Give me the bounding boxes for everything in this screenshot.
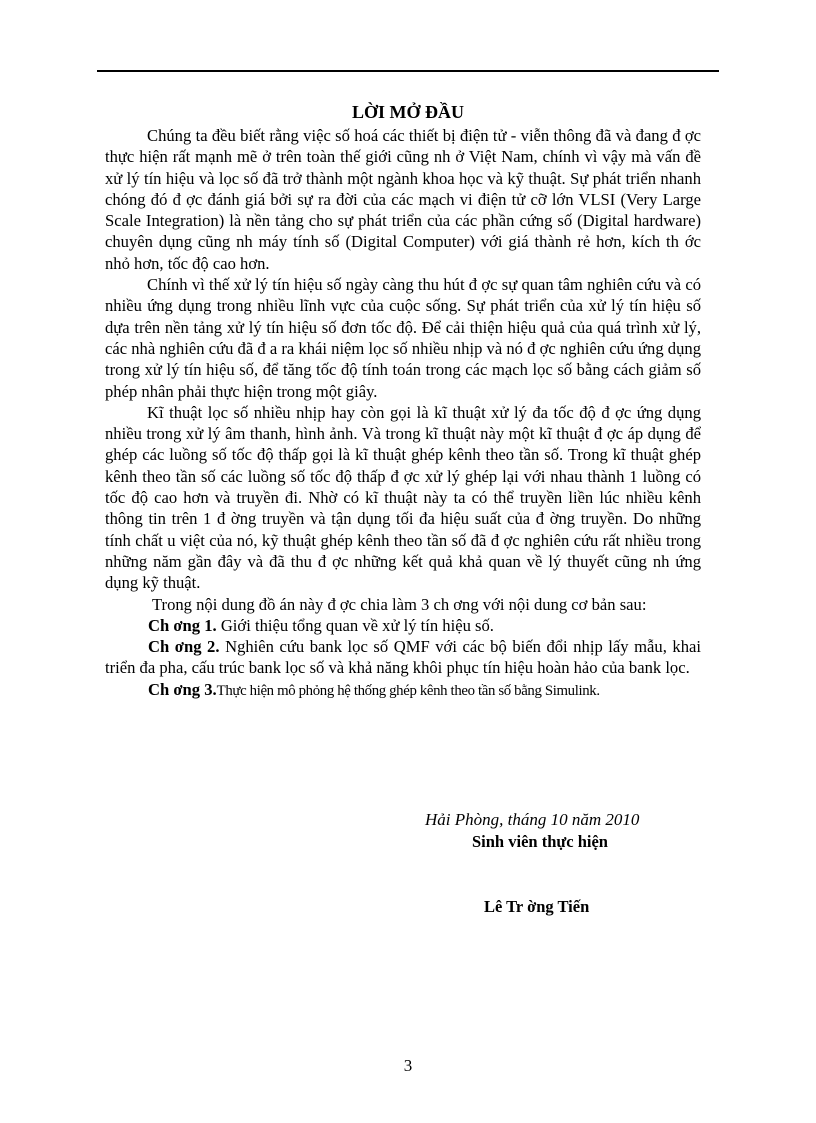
chapter-3-text: Thực hiện mô phỏng hệ thống ghép kênh theo tần số bằng Simulink. — [216, 682, 600, 699]
chapter-1-text: Giới thiệu tổng quan về xử lý tín hiệu số. — [220, 615, 494, 635]
chapter-2-item — [105, 636, 701, 679]
chapter-3-item — [105, 679, 701, 702]
signature-role: Sinh viên thực hiện — [472, 832, 608, 851]
signature-place-date: Hải Phòng, tháng 10 năm 2010 — [425, 810, 640, 829]
signature-author: Lê Tr ờng Tiến — [484, 897, 590, 916]
chapter-2-label: Ch ơng 2. — [148, 637, 220, 657]
chapter-3-label: Ch ơng 3. — [148, 679, 217, 699]
paragraph-multirate: Kĩ thuật lọc số nhiều nhịp hay còn gọi là kĩ thuật xử lý đa tốc độ đ ợc ứng dụng nhiều trong xử lý âm thanh, hình ảnh. Và trong kĩ thuật này một kĩ thuật đ ợc áp dụng để ghép các luồng số tốc độ thấp gọi là kĩ thuật ghép kênh theo tần số. Trong kĩ thuật ghép kênh theo tần số các luồng số tốc độ thấp đ ợc xử lý ghép lại với nhau thành 1 luồng có tốc độ cao hơn và truyền đi. Nhờ có kĩ thuật này ta có thể truyền liền lúc nhiều kênh thông tin trên 1 đ ờng truyền và tận dụng tối đa hiệu suất của đ ờng truyền. Do những tính chất u việt của nó, kỹ thuật ghép kênh theo tần số đã đ ợc nghiên cứu rất nhiều trong những năm gần đây và đã thu đ ợc những kết quả khả quan về lý thuyết cũng nh ứng dụng kỹ thuật. — [105, 402, 701, 593]
body-text — [105, 125, 701, 702]
paragraph-dsp-interest: Chính vì thế xử lý tín hiệu số ngày càng thu hút đ ợc sự quan tâm nghiên cứu và có nhiều ứng dụng trong nhiều lĩnh vực của cuộc sống. Sự phát triển của xử lý tín hiệu số dựa trên nền tảng xử lý tín hiệu số đơn tốc độ. Để cải thiện hiệu quả của quá trình xử lý, các nhà nghiên cứu đã đ a ra khái niệm lọc số nhiều nhịp và nó đ ợc nghiên cứu ứng dụng trong xử lý tín hiệu số, để tăng tốc độ tính toán trong các mạch lọc số bằng cách giảm số phép nhân phải thực hiện trong một giây. — [105, 275, 701, 401]
paragraph-intro: Chúng ta đều biết rằng việc số hoá các thiết bị điện tử - viễn thông đã và đang đ ợc thực hiện rất mạnh mẽ ở trên toàn thế giới cũng nh ở Việt Nam, chính vì vậy mà vấn đề xử lý tín hiệu và lọc số đã trở thành một ngành khoa học và kỹ thuật. Sự phát triển nhanh chóng đó đ ợc đánh giá bởi sự ra đời của các mạch vi điện tử cỡ lớn VLSI (Very Large Scale Integration) là nền tảng cho sự phát triển của các phần cứng số (Digital hardware) chuyên dụng cũng nh máy tính số (Digital Computer) với giá thành rẻ hơn, kích th ớc nhỏ hơn, tốc độ cao hơn. — [105, 126, 701, 273]
chapter-2-text: Nghiên cứu bank lọc số QMF với các bộ biến đổi nhịp lấy mẫu, khai triển đa pha, cấu trúc bank lọc số và khả năng khôi phục tín hiệu hoàn hảo của bank lọc. — [105, 637, 701, 678]
page-title: LỜI MỞ ĐẦU — [352, 102, 464, 122]
paragraph-outline: Trong nội dung đồ án này đ ợc chia làm 3 ch ơng với nội dung cơ bản sau: — [152, 594, 647, 614]
chapter-1-label: Ch ơng 1. — [148, 615, 217, 635]
header-rule — [97, 70, 719, 72]
page-number: 3 — [403, 1056, 413, 1075]
chapter-1-item — [105, 615, 701, 636]
